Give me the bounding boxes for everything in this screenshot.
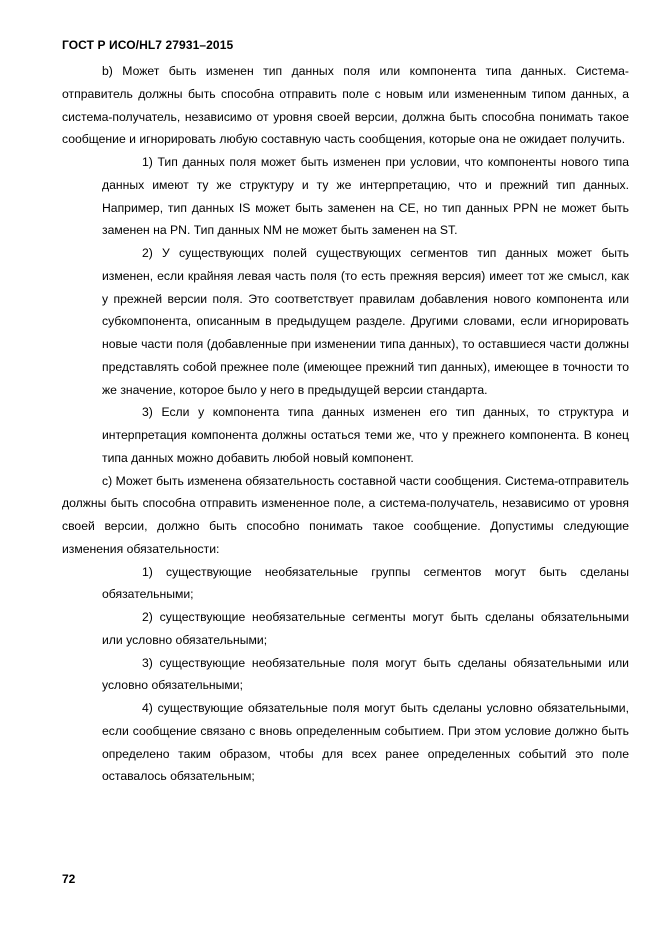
paragraph-text: 1) существующие необязательные группы сегментов могут быть сделаны обязательными; [102,564,629,602]
paragraph-c [62,470,629,561]
paragraph-text: 2) существующие необязательные сегменты могут быть сделаны обязательными или условно обязательными; [102,610,629,647]
paragraph-b-3 [102,401,629,469]
document-header: ГОСТ Р ИСО/HL7 27931–2015 [62,38,234,52]
document-body [62,60,629,788]
paragraph-text: 2) У существующих полей существующих сегментов тип данных может быть изменен, если крайняя левая часть поля (то есть прежняя версия) имеет тот же смысл, как у прежней версии поля. Это соответствует правилам добавления нового компонента или субкомпонента, описанным в предыдущем разделе. Другими словами, если игнорировать новые части поля (добавленные при изменении типа данных), то оставшиеся части должны представлять собой прежнее поле (имеющее прежний тип данных), имеющее в точности то же значение, которое было у него в предыдущей версии стандарта. [102,246,629,397]
paragraph-b-2 [102,242,629,401]
paragraph-b [62,60,629,151]
paragraph-c-3 [102,652,629,698]
paragraph-c-1 [102,561,629,607]
paragraph-text: 3) Если у компонента типа данных изменен его тип данных, то структура и интерпретация компонента должны остаться теми же, что у прежнего компонента. В конец типа данных можно добавить любой новый компонент. [102,405,629,465]
paragraph-c-2 [102,606,629,652]
paragraph-c-4 [102,697,629,788]
paragraph-text: 4) существующие обязательные поля могут быть сделаны условно обязательными, если сообщение связано с вновь определенным событием. При этом условие должно быть определено таким образом, чтобы для всех ранее определенных событий это поле оставалось обязательным; [102,701,629,784]
page-number: 72 [62,872,76,886]
paragraph-text: c) Может быть изменена обязательность составной части сообщения. Система-отправитель должны быть способна отправить измененное поле, а система-получатель, независимо от уровня своей версии, должно быть способно понимать такое сообщение. Допустимы следующие изменения обязательности: [62,473,629,556]
paragraph-text: b) Может быть изменен тип данных поля или компонента типа данных. Система-отправитель должны быть способна отправить поле с новым или измененным типом данных, а система-получатель, независимо от уровня своей версии, должна быть способна понимать такое сообщение и игнорировать любую составную часть сообщения, которые она не ожидает получить. [62,64,629,147]
paragraph-text: 1) Тип данных поля может быть изменен при условии, что компоненты нового типа данных имеют ту же структуру и ту же интерпретацию, что и прежний тип данных. Например, тип данных IS может быть заменен на CE, но тип данных PPN не может быть заменен на PN. Тип данных NM не может быть заменен на ST. [102,155,629,238]
paragraph-text: 3) существующие необязательные поля могут быть сделаны обязательными или условно обязательными; [102,655,629,693]
paragraph-b-1 [102,151,629,242]
